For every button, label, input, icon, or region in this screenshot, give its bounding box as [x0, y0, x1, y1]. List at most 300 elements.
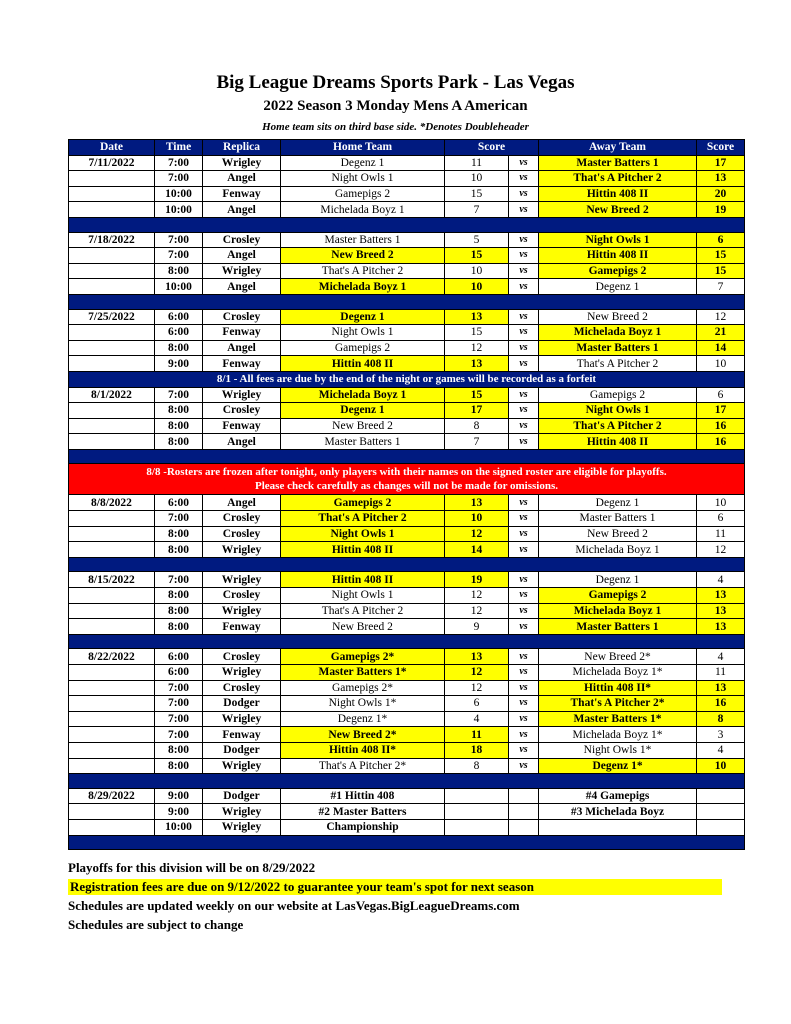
game-date: 8/22/2022 [69, 649, 155, 665]
playoff-home-score [445, 804, 509, 820]
separator-row [69, 774, 745, 789]
playoff-row [69, 804, 745, 820]
playoff-row [69, 819, 745, 835]
game-replica: Fenway [203, 619, 281, 635]
game-time: 8:00 [155, 603, 203, 619]
away-team: Hittin 408 II [539, 434, 697, 450]
vs-label: vs [509, 619, 539, 635]
game-row [69, 727, 745, 743]
game-row [69, 495, 745, 511]
home-team: Night Owls 1 [281, 588, 445, 604]
home-score: 19 [445, 572, 509, 588]
game-replica: Angel [203, 279, 281, 295]
home-score: 13 [445, 356, 509, 372]
game-time: 6:00 [155, 665, 203, 681]
away-team: That's A Pitcher 2 [539, 418, 697, 434]
vs-label: vs [509, 603, 539, 619]
vs-label: vs [509, 248, 539, 264]
home-team: New Breed 2* [281, 727, 445, 743]
home-team: Master Batters 1* [281, 665, 445, 681]
away-team: Michelada Boyz 1 [539, 603, 697, 619]
vs-label: vs [509, 511, 539, 527]
away-team: Degenz 1* [539, 758, 697, 774]
game-row [69, 680, 745, 696]
game-replica: Angel [203, 340, 281, 356]
vs-label: vs [509, 309, 539, 325]
game-replica: Wrigley [203, 711, 281, 727]
separator-row [69, 557, 745, 572]
away-team: That's A Pitcher 2 [539, 356, 697, 372]
game-row [69, 325, 745, 341]
away-score: 17 [697, 155, 745, 171]
game-date [69, 542, 155, 558]
home-team: Night Owls 1* [281, 696, 445, 712]
game-row [69, 202, 745, 218]
away-score: 4 [697, 649, 745, 665]
home-score: 17 [445, 403, 509, 419]
vs-label: vs [509, 356, 539, 372]
vs-label: vs [509, 186, 539, 202]
game-time: 8:00 [155, 418, 203, 434]
away-score: 4 [697, 572, 745, 588]
vs-label: vs [509, 742, 539, 758]
vs-label: vs [509, 572, 539, 588]
game-time: 7:00 [155, 696, 203, 712]
game-date [69, 434, 155, 450]
playoff-row [69, 788, 745, 804]
vs-label: vs [509, 727, 539, 743]
footer-registration: Registration fees are due on 9/12/2022 to guarantee your team's spot for next season [68, 879, 722, 895]
separator-row [69, 835, 745, 850]
game-row [69, 696, 745, 712]
game-replica: Crosley [203, 403, 281, 419]
playoff-away: #4 Gamepigs [539, 788, 697, 804]
separator-row [69, 217, 745, 232]
home-team: Hittin 408 II [281, 572, 445, 588]
home-team: Night Owls 1 [281, 325, 445, 341]
game-date [69, 403, 155, 419]
home-team: Hittin 408 II* [281, 742, 445, 758]
away-score: 13 [697, 680, 745, 696]
vs-label: vs [509, 649, 539, 665]
home-score: 4 [445, 711, 509, 727]
schedule-body [69, 155, 745, 850]
home-team: Night Owls 1 [281, 171, 445, 187]
away-team: Master Batters 1 [539, 155, 697, 171]
col-header-time: Time [155, 140, 203, 156]
game-time: 8:00 [155, 526, 203, 542]
roster-alert-cell [69, 464, 745, 495]
away-score: 19 [697, 202, 745, 218]
home-score: 12 [445, 603, 509, 619]
game-date: 7/25/2022 [69, 309, 155, 325]
vs-label: vs [509, 155, 539, 171]
roster-alert-line1: 8/8 -Rosters are frozen after tonight, only players with their names on the signed roster are eligible for playoffs. [146, 466, 667, 479]
away-team: New Breed 2 [539, 202, 697, 218]
away-team: Hittin 408 II [539, 186, 697, 202]
home-score: 10 [445, 263, 509, 279]
game-row [69, 248, 745, 264]
game-row [69, 742, 745, 758]
game-replica: Wrigley [203, 542, 281, 558]
game-date: 8/15/2022 [69, 572, 155, 588]
home-score: 12 [445, 526, 509, 542]
game-replica: Crosley [203, 309, 281, 325]
away-score: 6 [697, 511, 745, 527]
vs-label: vs [509, 171, 539, 187]
home-score: 11 [445, 155, 509, 171]
separator-cell [69, 217, 745, 232]
playoff-vs [509, 788, 539, 804]
game-date [69, 526, 155, 542]
away-team: Michelada Boyz 1* [539, 665, 697, 681]
game-row [69, 758, 745, 774]
vs-label: vs [509, 665, 539, 681]
game-time: 6:00 [155, 495, 203, 511]
home-team: New Breed 2 [281, 418, 445, 434]
game-time: 8:00 [155, 619, 203, 635]
away-score: 16 [697, 434, 745, 450]
away-score: 15 [697, 248, 745, 264]
game-date [69, 727, 155, 743]
game-row [69, 263, 745, 279]
game-replica: Crosley [203, 649, 281, 665]
home-team: Master Batters 1 [281, 232, 445, 248]
home-score: 10 [445, 171, 509, 187]
separator-cell [69, 835, 745, 850]
separator-cell [69, 774, 745, 789]
away-team: Gamepigs 2 [539, 588, 697, 604]
away-score: 13 [697, 619, 745, 635]
vs-label: vs [509, 434, 539, 450]
home-team: Hittin 408 II [281, 542, 445, 558]
game-time: 7:00 [155, 511, 203, 527]
game-time: 8:00 [155, 263, 203, 279]
game-time: 7:00 [155, 680, 203, 696]
game-replica: Wrigley [203, 758, 281, 774]
separator-row [69, 634, 745, 649]
playoff-away: #3 Michelada Boyz [539, 804, 697, 820]
game-row [69, 403, 745, 419]
game-time: 8:00 [155, 758, 203, 774]
game-row [69, 232, 745, 248]
away-team: Master Batters 1* [539, 711, 697, 727]
game-row [69, 279, 745, 295]
game-time: 10:00 [155, 186, 203, 202]
home-score: 13 [445, 495, 509, 511]
away-score: 13 [697, 588, 745, 604]
away-team: Michelada Boyz 1 [539, 325, 697, 341]
home-score: 6 [445, 696, 509, 712]
game-replica: Fenway [203, 418, 281, 434]
vs-label: vs [509, 202, 539, 218]
game-time: 7:00 [155, 171, 203, 187]
col-header-home-team: Home Team [281, 140, 445, 156]
game-time: 8:00 [155, 434, 203, 450]
away-score: 12 [697, 309, 745, 325]
roster-alert-row [69, 464, 745, 495]
game-row [69, 619, 745, 635]
game-time: 8:00 [155, 588, 203, 604]
game-replica: Angel [203, 434, 281, 450]
game-replica: Crosley [203, 511, 281, 527]
home-score: 7 [445, 434, 509, 450]
separator-cell [69, 294, 745, 309]
game-time: 9:00 [155, 804, 203, 820]
vs-label: vs [509, 588, 539, 604]
game-date [69, 325, 155, 341]
away-team: Degenz 1 [539, 495, 697, 511]
playoff-away [539, 819, 697, 835]
away-score: 10 [697, 758, 745, 774]
home-score: 13 [445, 649, 509, 665]
game-row [69, 603, 745, 619]
away-team: Michelada Boyz 1* [539, 727, 697, 743]
game-row [69, 711, 745, 727]
away-score: 7 [697, 279, 745, 295]
game-time: 8:00 [155, 742, 203, 758]
away-team: Night Owls 1* [539, 742, 697, 758]
home-score: 11 [445, 727, 509, 743]
game-replica: Crosley [203, 588, 281, 604]
game-replica: Wrigley [203, 819, 281, 835]
vs-label: vs [509, 232, 539, 248]
col-header-home-score: Score [445, 140, 539, 156]
away-team: Gamepigs 2 [539, 387, 697, 403]
game-replica: Fenway [203, 186, 281, 202]
away-score: 17 [697, 403, 745, 419]
game-time: 7:00 [155, 155, 203, 171]
away-team: Gamepigs 2 [539, 263, 697, 279]
away-team: Hittin 408 II [539, 248, 697, 264]
home-score: 12 [445, 665, 509, 681]
game-time: 7:00 [155, 387, 203, 403]
game-time: 8:00 [155, 542, 203, 558]
home-team: Degenz 1 [281, 155, 445, 171]
home-team: That's A Pitcher 2* [281, 758, 445, 774]
away-score: 3 [697, 727, 745, 743]
home-team: Gamepigs 2 [281, 186, 445, 202]
home-score: 12 [445, 680, 509, 696]
game-row [69, 356, 745, 372]
notice-row [69, 371, 745, 387]
away-score: 10 [697, 356, 745, 372]
vs-label: vs [509, 325, 539, 341]
away-team: Michelada Boyz 1 [539, 542, 697, 558]
schedule-table [68, 139, 745, 850]
game-date [69, 263, 155, 279]
game-row [69, 387, 745, 403]
home-score: 5 [445, 232, 509, 248]
game-replica: Angel [203, 171, 281, 187]
game-time: 6:00 [155, 325, 203, 341]
game-date [69, 356, 155, 372]
playoff-away-score [697, 819, 745, 835]
game-replica: Fenway [203, 727, 281, 743]
game-replica: Fenway [203, 325, 281, 341]
home-team: Gamepigs 2* [281, 680, 445, 696]
vs-label: vs [509, 403, 539, 419]
away-team: New Breed 2 [539, 526, 697, 542]
home-score: 12 [445, 588, 509, 604]
game-date [69, 696, 155, 712]
col-header-date: Date [69, 140, 155, 156]
game-time: 9:00 [155, 356, 203, 372]
home-team: That's A Pitcher 2 [281, 603, 445, 619]
game-date [69, 418, 155, 434]
game-time: 7:00 [155, 727, 203, 743]
away-score: 6 [697, 232, 745, 248]
playoff-home: #2 Master Batters [281, 804, 445, 820]
game-replica: Wrigley [203, 804, 281, 820]
game-row [69, 526, 745, 542]
game-replica: Dodger [203, 742, 281, 758]
away-team: Degenz 1 [539, 279, 697, 295]
vs-label: vs [509, 711, 539, 727]
game-time: 9:00 [155, 788, 203, 804]
game-time: 8:00 [155, 340, 203, 356]
game-date: 8/8/2022 [69, 495, 155, 511]
game-replica: Wrigley [203, 263, 281, 279]
game-replica: Wrigley [203, 665, 281, 681]
home-team: Gamepigs 2* [281, 649, 445, 665]
away-score: 10 [697, 495, 745, 511]
home-team: Degenz 1 [281, 309, 445, 325]
playoff-home-score [445, 788, 509, 804]
away-score: 16 [697, 696, 745, 712]
playoff-away-score [697, 804, 745, 820]
col-header-replica: Replica [203, 140, 281, 156]
home-team: Hittin 408 II [281, 356, 445, 372]
footer-website: Schedules are updated weekly on our website at LasVegas.BigLeagueDreams.com [68, 898, 520, 913]
home-score: 8 [445, 758, 509, 774]
playoff-home-score [445, 819, 509, 835]
vs-label: vs [509, 279, 539, 295]
playoff-home: Championship [281, 819, 445, 835]
home-score: 10 [445, 511, 509, 527]
game-date [69, 202, 155, 218]
game-date [69, 742, 155, 758]
game-replica: Crosley [203, 232, 281, 248]
game-row [69, 588, 745, 604]
game-time: 7:00 [155, 248, 203, 264]
away-score: 13 [697, 603, 745, 619]
home-team: Master Batters 1 [281, 434, 445, 450]
away-team: New Breed 2* [539, 649, 697, 665]
col-header-away-score: Score [697, 140, 745, 156]
game-date [69, 171, 155, 187]
away-score: 21 [697, 325, 745, 341]
notice-text: 8/1 - All fees are due by the end of the night or games will be recorded as a forfeit [69, 371, 745, 387]
playoff-vs [509, 819, 539, 835]
game-date [69, 711, 155, 727]
vs-label: vs [509, 696, 539, 712]
game-date [69, 511, 155, 527]
game-date: 7/18/2022 [69, 232, 155, 248]
vs-label: vs [509, 387, 539, 403]
vs-label: vs [509, 418, 539, 434]
away-team: Hittin 408 II* [539, 680, 697, 696]
game-date [69, 279, 155, 295]
game-row [69, 309, 745, 325]
vs-label: vs [509, 340, 539, 356]
game-time: 6:00 [155, 649, 203, 665]
game-row [69, 434, 745, 450]
game-row [69, 171, 745, 187]
home-team: Degenz 1 [281, 403, 445, 419]
home-score: 15 [445, 248, 509, 264]
away-score: 15 [697, 263, 745, 279]
home-score: 10 [445, 279, 509, 295]
home-team: That's A Pitcher 2 [281, 511, 445, 527]
game-row [69, 572, 745, 588]
game-row [69, 155, 745, 171]
away-score: 6 [697, 387, 745, 403]
home-score: 15 [445, 387, 509, 403]
away-score: 8 [697, 711, 745, 727]
away-score: 14 [697, 340, 745, 356]
home-score: 13 [445, 309, 509, 325]
game-replica: Crosley [203, 526, 281, 542]
game-date [69, 758, 155, 774]
game-replica: Crosley [203, 680, 281, 696]
game-time: 8:00 [155, 403, 203, 419]
home-team: Gamepigs 2 [281, 340, 445, 356]
game-replica: Fenway [203, 356, 281, 372]
home-team: Michelada Boyz 1 [281, 202, 445, 218]
away-team: Master Batters 1 [539, 511, 697, 527]
game-row [69, 340, 745, 356]
game-replica: Wrigley [203, 155, 281, 171]
separator-cell [69, 557, 745, 572]
away-team: Degenz 1 [539, 572, 697, 588]
game-row [69, 418, 745, 434]
game-row [69, 186, 745, 202]
away-team: That's A Pitcher 2* [539, 696, 697, 712]
away-score: 20 [697, 186, 745, 202]
away-score: 16 [697, 418, 745, 434]
game-replica: Dodger [203, 696, 281, 712]
game-replica: Angel [203, 495, 281, 511]
home-score: 15 [445, 186, 509, 202]
game-row [69, 649, 745, 665]
home-team: New Breed 2 [281, 619, 445, 635]
home-team: Gamepigs 2 [281, 495, 445, 511]
playoff-home: #1 Hittin 408 [281, 788, 445, 804]
game-time: 7:00 [155, 572, 203, 588]
vs-label: vs [509, 758, 539, 774]
home-score: 18 [445, 742, 509, 758]
game-time: 10:00 [155, 819, 203, 835]
away-team: Night Owls 1 [539, 403, 697, 419]
game-time: 7:00 [155, 232, 203, 248]
playoff-vs [509, 804, 539, 820]
separator-row [69, 294, 745, 309]
roster-alert-line2: Please check carefully as changes will not be made for omissions. [255, 480, 558, 493]
game-date [69, 804, 155, 820]
game-date [69, 186, 155, 202]
away-score: 13 [697, 171, 745, 187]
away-team: Master Batters 1 [539, 340, 697, 356]
away-score: 11 [697, 526, 745, 542]
playoff-away-score [697, 788, 745, 804]
game-time: 6:00 [155, 309, 203, 325]
separator-cell [69, 449, 745, 464]
game-date: 8/1/2022 [69, 387, 155, 403]
table-header-row [69, 140, 745, 156]
game-time: 10:00 [155, 202, 203, 218]
game-date [69, 665, 155, 681]
